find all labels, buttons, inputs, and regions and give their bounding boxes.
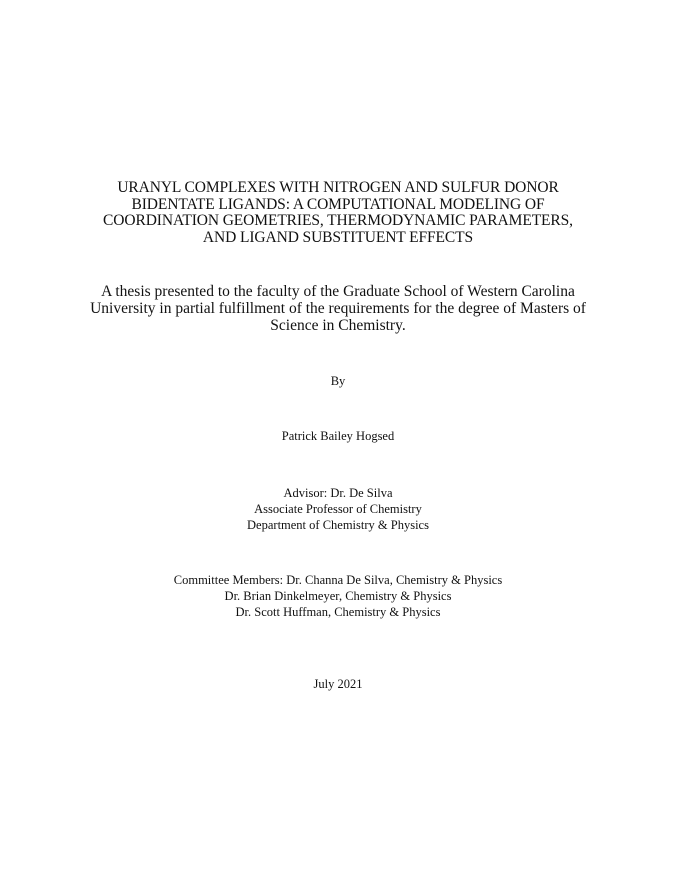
thesis-title-line: AND LIGAND SUBSTITUENT EFFECTS [202, 228, 474, 246]
advisor-department: Department of Chemistry & Physics [247, 518, 429, 532]
committee-block [0, 572, 676, 620]
author-name: Patrick Bailey Hogsed [281, 429, 395, 443]
degree-statement-line: University in partial fulfillment of the requirements for the degree of Masters of [90, 300, 586, 317]
degree-statement [0, 283, 676, 334]
by-label: By [330, 374, 346, 388]
committee-member: Dr. Scott Huffman, Chemistry & Physics [235, 605, 441, 619]
advisor-name: Advisor: Dr. De Silva [283, 486, 393, 500]
advisor-title: Associate Professor of Chemistry [254, 502, 422, 516]
degree-statement-line: A thesis presented to the faculty of the Graduate School of Western Carolina [101, 283, 575, 300]
degree-statement-line: Science in Chemistry. [270, 317, 406, 334]
advisor-block [0, 485, 676, 533]
thesis-title [0, 180, 676, 246]
committee-member: Committee Members: Dr. Channa De Silva, Chemistry & Physics [173, 573, 503, 587]
thesis-title-line: BIDENTATE LIGANDS: A COMPUTATIONAL MODELING OF [131, 195, 545, 213]
thesis-title-line: URANYL COMPLEXES WITH NITROGEN AND SULFUR DONOR [117, 179, 559, 196]
submission-date: July 2021 [313, 677, 363, 691]
thesis-title-line: COORDINATION GEOMETRIES, THERMODYNAMIC PARAMETERS, [103, 212, 573, 229]
committee-member: Dr. Brian Dinkelmeyer, Chemistry & Physics [224, 589, 452, 603]
